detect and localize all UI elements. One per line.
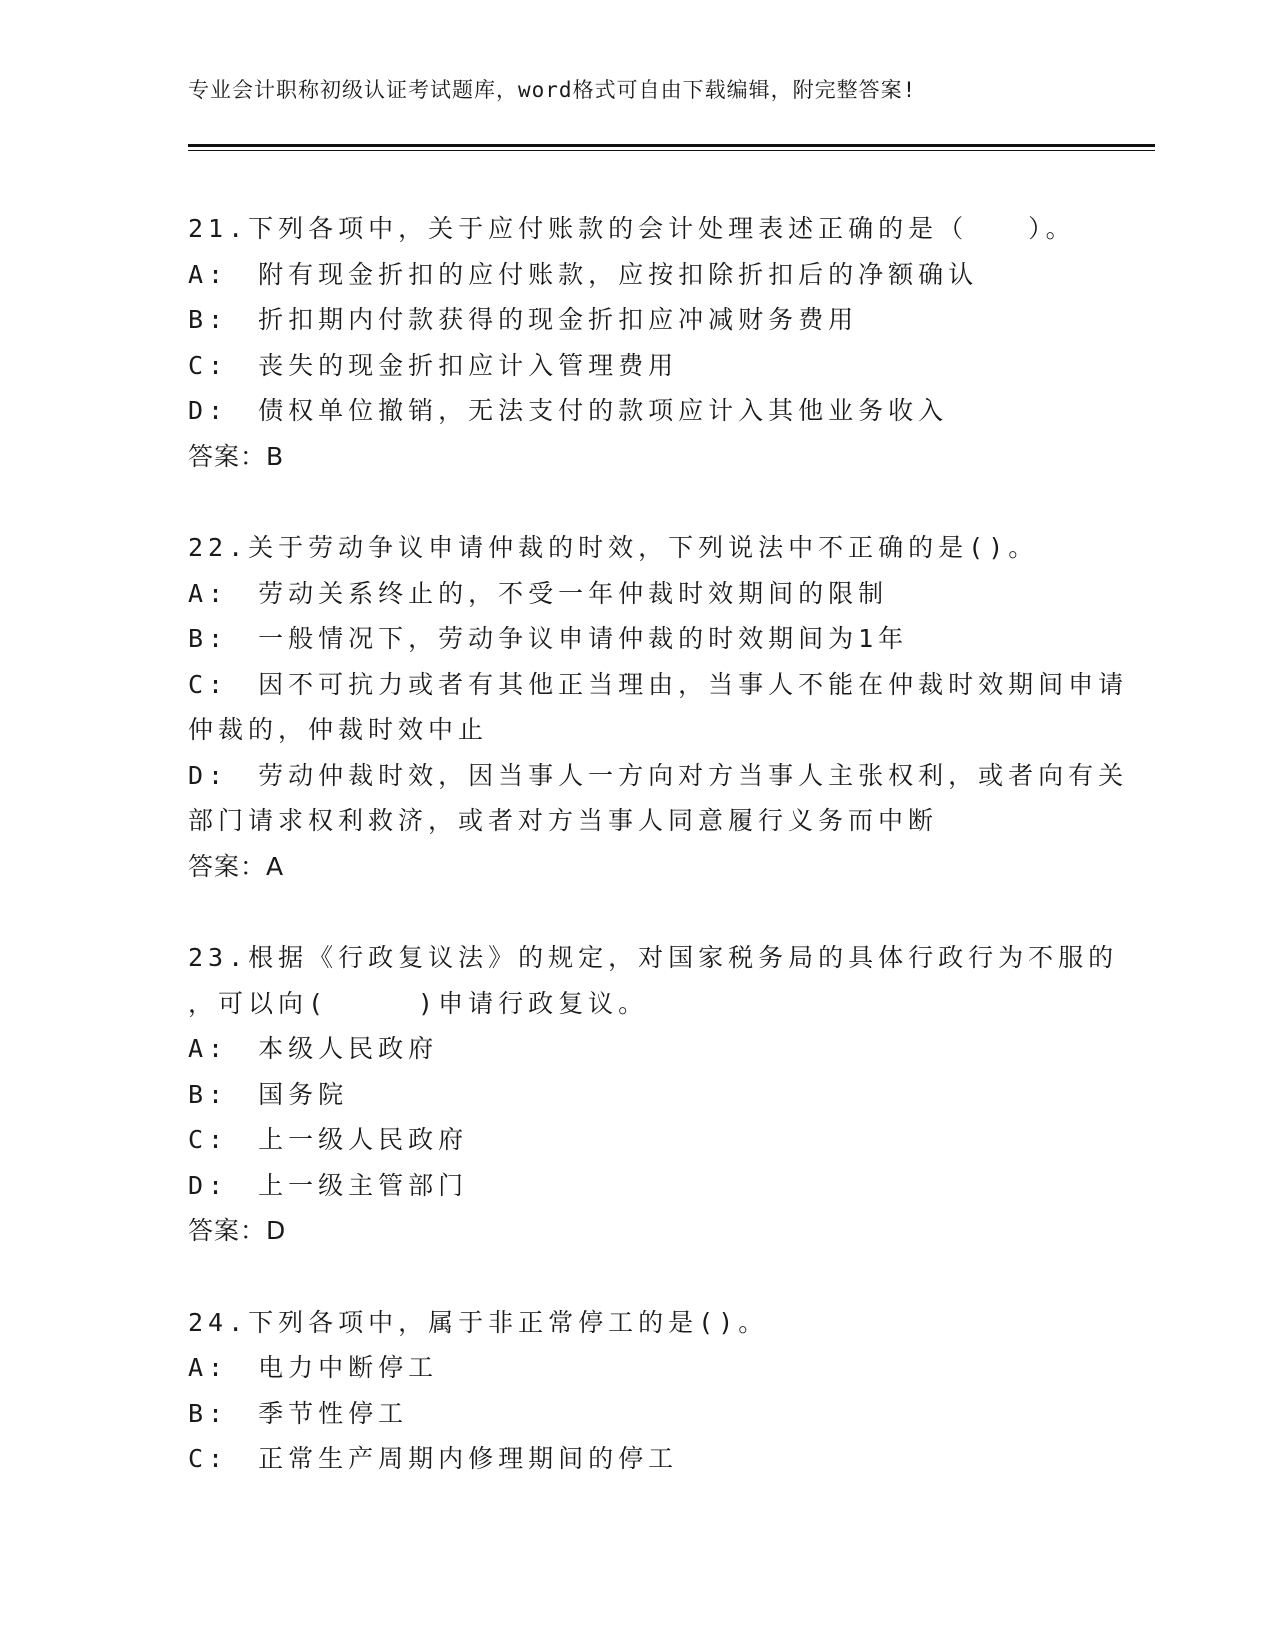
question-option: D: 上一级主管部门 bbox=[188, 1170, 469, 1200]
question-stem: 24.下列各项中，属于非正常停工的是()。 bbox=[188, 1307, 769, 1337]
question-block bbox=[188, 206, 1088, 479]
question-list bbox=[188, 206, 1129, 1528]
question-option: D: 债权单位撤销，无法支付的款项应计入其他业务收入 bbox=[188, 396, 949, 425]
question-option: C: 因不可抗力或者有其他正当理由，当事人不能在仲裁时效期间申请 bbox=[188, 669, 1129, 699]
question-option: 仲裁的，仲裁时效中止 bbox=[188, 715, 489, 744]
question-option: 部门请求权利救济，或者对方当事人同意履行义务而中断 bbox=[188, 806, 939, 835]
question-stem: 23.根据《行政复议法》的规定，对国家税务局的具体行政行为不服的 bbox=[188, 943, 1119, 972]
question-option: C: 丧失的现金折扣应计入管理费用 bbox=[188, 350, 679, 380]
question-answer: 答案：A bbox=[188, 851, 285, 881]
question-stem: 21.下列各项中，关于应付账款的会计处理表述正确的是（ ）。 bbox=[188, 214, 1076, 243]
header-rule-thin bbox=[188, 150, 1155, 151]
question-block bbox=[188, 1300, 1088, 1482]
page-header-title: 专业会计职称初级认证考试题库，word格式可自由下载编辑，附完整答案! bbox=[188, 78, 917, 102]
question-block bbox=[188, 525, 1129, 889]
question-option: A: 本级人民政府 bbox=[188, 1034, 439, 1063]
question-option: B: 一般情况下，劳动争议申请仲裁的时效期间为1年 bbox=[188, 624, 909, 653]
question-option: B: 折扣期内付款获得的现金折扣应冲减财务费用 bbox=[188, 305, 859, 334]
header-rule-thick bbox=[188, 144, 1155, 147]
question-option: A: 劳动关系终止的，不受一年仲裁时效期间的限制 bbox=[188, 578, 889, 608]
question-option: A: 电力中断停工 bbox=[188, 1353, 439, 1382]
question-block bbox=[188, 935, 1119, 1254]
question-option: B: 国务院 bbox=[188, 1079, 349, 1109]
question-option: B: 季节性停工 bbox=[188, 1398, 409, 1428]
question-answer: 答案：B bbox=[188, 441, 285, 471]
question-option: A: 附有现金折扣的应付账款，应按扣除折扣后的净额确认 bbox=[188, 259, 979, 289]
question-option: C: 正常生产周期内修理期间的停工 bbox=[188, 1444, 679, 1473]
question-stem: 22.关于劳动争议申请仲裁的时效，下列说法中不正确的是()。 bbox=[188, 533, 1039, 562]
question-answer: 答案：D bbox=[188, 1216, 287, 1245]
question-option: C: 上一级人民政府 bbox=[188, 1125, 469, 1154]
question-option: D: 劳动仲裁时效，因当事人一方向对方当事人主张权利，或者向有关 bbox=[188, 760, 1129, 790]
question-stem: ，可以向( )申请行政复议。 bbox=[188, 988, 649, 1018]
